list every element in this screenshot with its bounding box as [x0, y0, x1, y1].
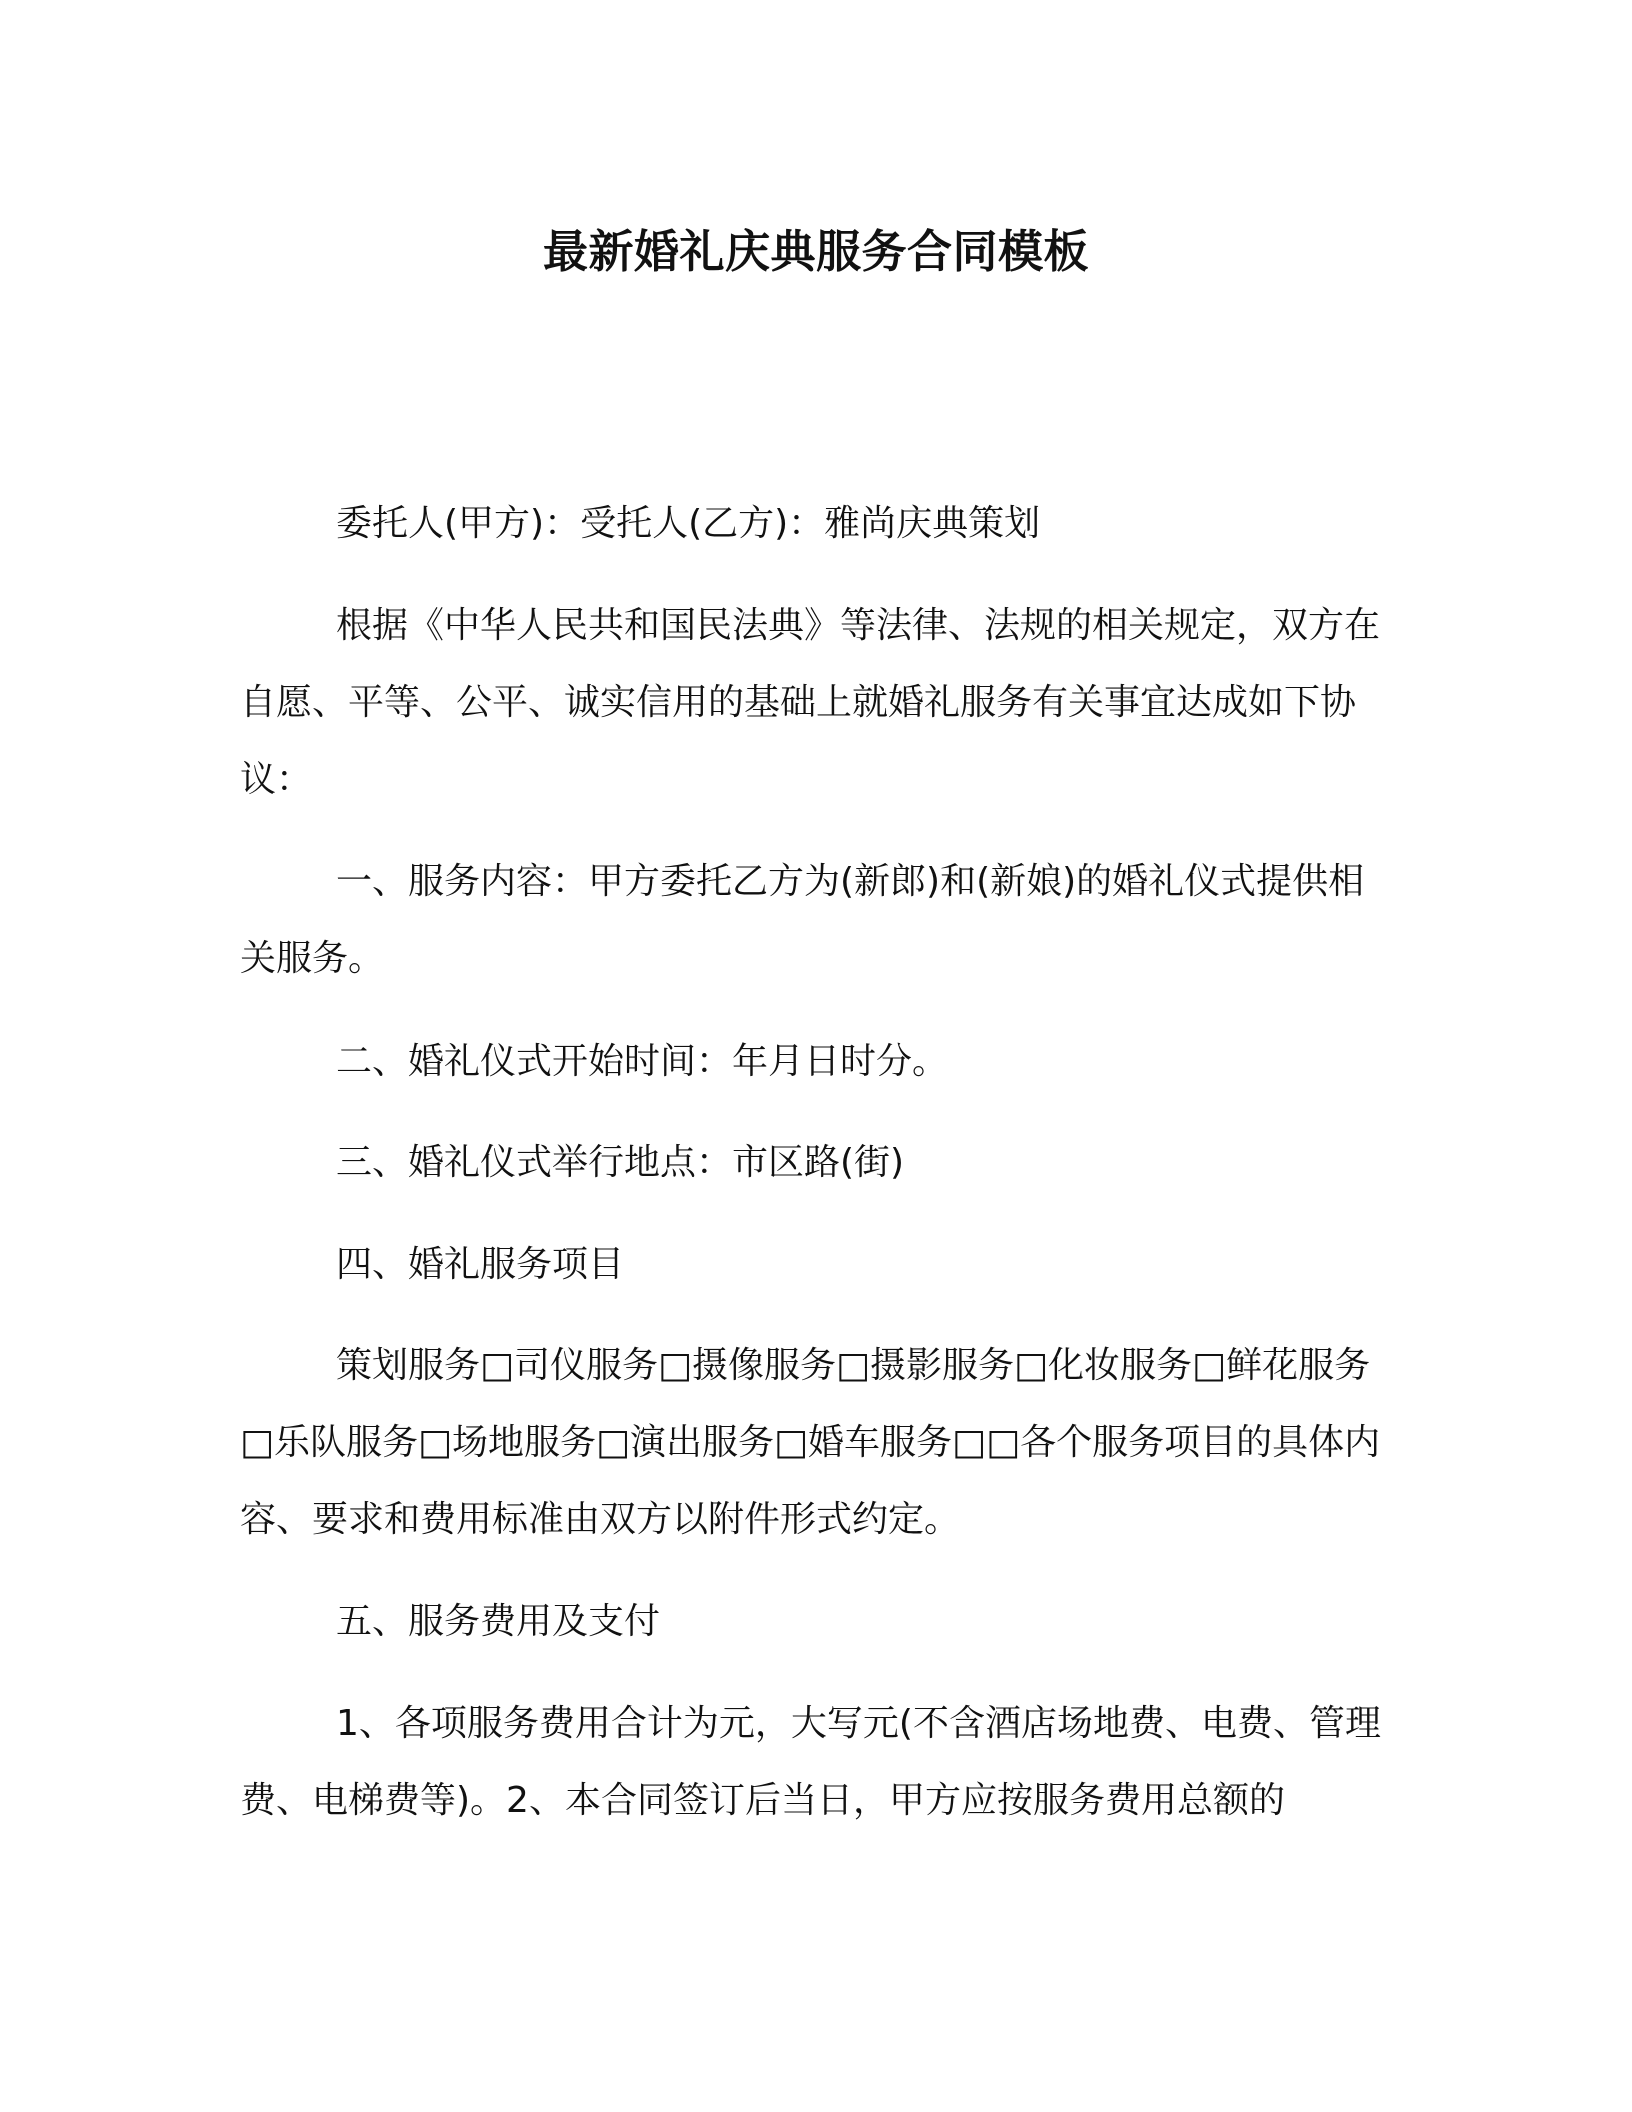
- document-title: 最新婚礼庆典服务合同模板: [542, 225, 1089, 278]
- clause-fees-heading: 五、服务费用及支付: [336, 1601, 661, 1642]
- fees-paragraph: 1、各项服务费用合计为元，大写元(不含酒店场地费、电费、管理费、电梯费等)。2、本合同签订后当日，甲方应按服务费用总额的: [240, 1703, 1381, 1821]
- parties-paragraph: 委托人(甲方)：受托人(乙方)：雅尚庆典策划: [336, 503, 1041, 544]
- clause-ceremony-location: 三、婚礼仪式举行地点：市区路(街): [336, 1142, 905, 1183]
- legal-basis-paragraph: 根据《中华人民共和国民法典》等法律、法规的相关规定，双方在自愿、平等、公平、诚实信用的基础上就婚礼服务有关事宜达成如下协议：: [240, 605, 1381, 800]
- clause-service-items-heading: 四、婚礼服务项目: [336, 1244, 625, 1285]
- clause-service-content: 一、服务内容：甲方委托乙方为(新郎)和(新娘)的婚礼仪式提供相关服务。: [240, 861, 1365, 979]
- clause-ceremony-time: 二、婚礼仪式开始时间：年月日时分。: [336, 1041, 949, 1082]
- service-items-paragraph: 策划服务□司仪服务□摄像服务□摄影服务□化妆服务□鲜花服务□乐队服务□场地服务□演出服务□婚车服务□□各个服务项目的具体内容、要求和费用标准由双方以附件形式约定。: [240, 1345, 1381, 1540]
